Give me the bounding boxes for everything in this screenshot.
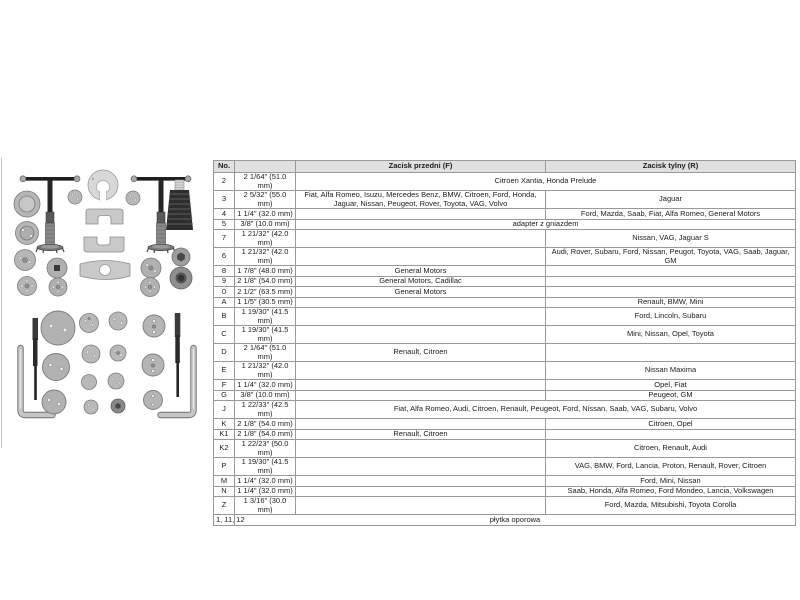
rubber-boot: [166, 180, 193, 230]
backing-plates: [80, 209, 130, 280]
cell-rear: [546, 429, 796, 440]
cell-rear: Saab, Honda, Alfa Romeo, Ford Mondeo, Lancia, Volkswagen: [546, 486, 796, 497]
cell-front: [296, 476, 546, 487]
cell-size: 1 22/33" (42.5 mm): [235, 401, 296, 419]
cell-no: 9: [214, 276, 235, 287]
table-row: [214, 515, 796, 526]
cell-no: 8: [214, 266, 235, 277]
cell-size: 2 1/64" (51.0 mm): [235, 344, 296, 362]
cell-span-all: płytka oporowa: [235, 515, 796, 526]
table-row: [214, 419, 796, 430]
cell-front: [296, 362, 546, 380]
table-row: [214, 287, 796, 298]
cell-size: 3/8" (10.0 mm): [235, 219, 296, 230]
table-row: [214, 297, 796, 308]
cell-rear: Ford, Lincoln, Subaru: [546, 308, 796, 326]
cell-no: 7: [214, 230, 235, 248]
cell-size: 1 1/4" (32.0 mm): [235, 476, 296, 487]
table-row: [214, 486, 796, 497]
table-row: [214, 497, 796, 515]
cell-no: P: [214, 458, 235, 476]
adapter-disc-grid-center: [80, 312, 128, 414]
cell-no: 6: [214, 248, 235, 266]
table-row: [214, 266, 796, 277]
spec-table-body: [214, 173, 796, 526]
table-row: [214, 380, 796, 391]
cell-no: B: [214, 308, 235, 326]
cell-size: 2 1/8" (54.0 mm): [235, 429, 296, 440]
cell-front: General Motors: [296, 287, 546, 298]
cell-rear: Audi, Rover, Subaru, Ford, Nissan, Peugot, Toyota, VAG, Saab, Jaguar, GM: [546, 248, 796, 266]
cell-size: 1 1/4" (32.0 mm): [235, 486, 296, 497]
table-row: [214, 429, 796, 440]
table-header-row: [214, 161, 796, 173]
cell-no: 0: [214, 287, 235, 298]
cell-rear: VAG, BMW, Ford, Lancia, Proton, Renault, Rover, Citroen: [546, 458, 796, 476]
cell-no: K: [214, 419, 235, 430]
cell-no: 5: [214, 219, 235, 230]
cell-front: [296, 390, 546, 401]
table-row: [214, 276, 796, 287]
cell-span: adapter z gniazdem: [296, 219, 796, 230]
table-row: [214, 344, 796, 362]
cell-size: 1 19/30" (41.5 mm): [235, 326, 296, 344]
cell-size: 1 19/30" (41.5 mm): [235, 308, 296, 326]
cell-front: [296, 440, 546, 458]
table-row: [214, 219, 796, 230]
cell-front: Fiat, Alfa Romeo, Isuzu, Mercedes Benz, BMW, Citroen, Ford, Honda, Jaguar, Nissan, Peugeot, Rover, Toyota, VAG, Volvo: [296, 191, 546, 209]
cell-rear: Citroen, Renault, Audi: [546, 440, 796, 458]
cell-no: N: [214, 486, 235, 497]
table-row: [214, 173, 796, 191]
bolt-adapter-discs: [170, 248, 192, 289]
cell-no: E: [214, 362, 235, 380]
cell-size: 1 21/32" (42.0 mm): [235, 230, 296, 248]
pin-punch-right: [175, 313, 181, 397]
cell-size: 3/8" (10.0 mm): [235, 390, 296, 401]
table-row: [214, 230, 796, 248]
cell-size: 2 1/8" (54.0 mm): [235, 419, 296, 430]
cell-size: 1 3/16" (30.0 mm): [235, 497, 296, 515]
table-row: [214, 440, 796, 458]
cell-front: [296, 308, 546, 326]
table-row: [214, 390, 796, 401]
cell-rear: [546, 287, 796, 298]
specification-section: [213, 160, 796, 526]
cell-rear: [546, 344, 796, 362]
cell-size: 1 1/4" (32.0 mm): [235, 209, 296, 220]
cell-front: [296, 419, 546, 430]
adapter-ring: [88, 170, 118, 201]
cell-front: [296, 248, 546, 266]
cell-rear: Nissan, VAG, Jaguar S: [546, 230, 796, 248]
cell-front: [296, 326, 546, 344]
cell-no: M: [214, 476, 235, 487]
table-row: [214, 458, 796, 476]
cell-rear: Opel, Fiat: [546, 380, 796, 391]
cell-no: 1, 11, 12: [214, 515, 235, 526]
cell-front: General Motors, Cadillac: [296, 276, 546, 287]
cell-span: Citroen Xantia, Honda Prelude: [296, 173, 796, 191]
cell-size: 1 1/4" (32.0 mm): [235, 380, 296, 391]
column-header-size: [235, 161, 296, 173]
cell-front: [296, 458, 546, 476]
cell-no: 2: [214, 173, 235, 191]
cell-no: F: [214, 380, 235, 391]
cell-size: 1 22/23" (50.0 mm): [235, 440, 296, 458]
cell-rear: Jaguar: [546, 191, 796, 209]
large-adapter-discs-left: [41, 311, 75, 414]
adapter-disc-column-right: [142, 315, 165, 410]
cell-span: Fiat, Alfa Romeo, Audi, Citroen, Renault, Peugeot, Ford, Nissan, Saab, VAG, Subaru, Volvo: [296, 401, 796, 419]
cell-front: [296, 497, 546, 515]
adapter-disc-stack-left: [14, 191, 40, 296]
cell-size: 2 1/8" (54.0 mm): [235, 276, 296, 287]
table-row: [214, 362, 796, 380]
cell-rear: [546, 266, 796, 277]
cell-no: K1: [214, 429, 235, 440]
cell-front: [296, 209, 546, 220]
cell-rear: Ford, Mazda, Mitsubishi, Toyota Corolla: [546, 497, 796, 515]
cell-rear: [546, 276, 796, 287]
cell-front: Renault, Citroen: [296, 429, 546, 440]
column-header-rear: Zacisk tylny (R): [546, 161, 796, 173]
cell-rear: Peugeot, GM: [546, 390, 796, 401]
cell-no: G: [214, 390, 235, 401]
table-row: [214, 326, 796, 344]
table-row: [214, 191, 796, 209]
cell-front: [296, 380, 546, 391]
cell-size: 2 1/2" (63.5 mm): [235, 287, 296, 298]
table-row: [214, 308, 796, 326]
cell-no: Z: [214, 497, 235, 515]
spec-table: [213, 160, 796, 526]
column-header-front: Zacisk przedni (F): [296, 161, 546, 173]
cell-no: 3: [214, 191, 235, 209]
cell-rear: Nissan Maxima: [546, 362, 796, 380]
cell-size: 2 1/64" (51.0 mm): [235, 173, 296, 191]
product-photo-brake-caliper-tool-set: [2, 152, 210, 450]
table-row: [214, 401, 796, 419]
cell-rear: Ford, Mini, Nissan: [546, 476, 796, 487]
cell-front: General Motors: [296, 266, 546, 277]
pin-punch-left: [33, 318, 39, 400]
cell-size: 1 19/30" (41.5 mm): [235, 458, 296, 476]
cell-rear: Renault, BMW, Mini: [546, 297, 796, 308]
cell-front: Renault, Citroen: [296, 344, 546, 362]
cell-no: D: [214, 344, 235, 362]
cell-rear: Mini, Nissan, Opel, Toyota: [546, 326, 796, 344]
table-row: [214, 248, 796, 266]
cell-size: 2 5/32" (55.0 mm): [235, 191, 296, 209]
cell-rear: Ford, Mazda, Saab, Fiat, Alfa Romeo, General Motors: [546, 209, 796, 220]
column-header-no: No.: [214, 161, 235, 173]
cell-front: [296, 486, 546, 497]
cell-no: A: [214, 297, 235, 308]
table-row: [214, 209, 796, 220]
table-row: [214, 476, 796, 487]
cell-no: K2: [214, 440, 235, 458]
cell-size: 1 21/32" (42.0 mm): [235, 248, 296, 266]
cell-no: 4: [214, 209, 235, 220]
cell-size: 1 21/32" (42.0 mm): [235, 362, 296, 380]
cell-rear: Citroen, Opel: [546, 419, 796, 430]
cell-size: 1 7/8" (48.0 mm): [235, 266, 296, 277]
cell-no: C: [214, 326, 235, 344]
cell-front: [296, 230, 546, 248]
cell-no: J: [214, 401, 235, 419]
cell-front: [296, 297, 546, 308]
cell-size: 1 1/5" (30.5 mm): [235, 297, 296, 308]
